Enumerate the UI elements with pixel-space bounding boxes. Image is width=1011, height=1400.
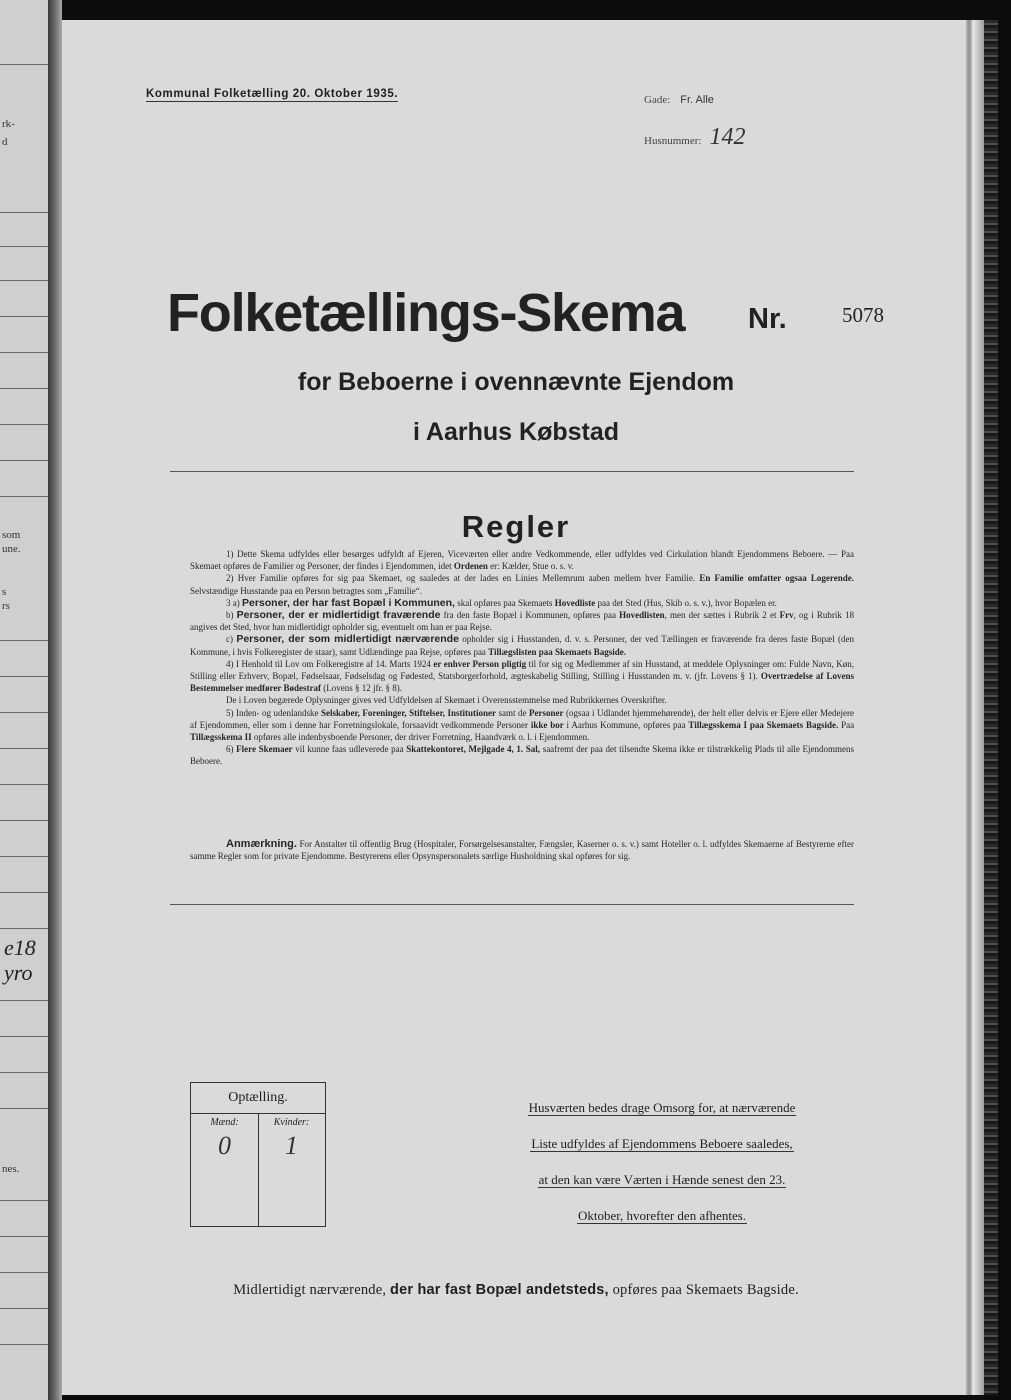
rule-1: 1) Dette Skema udfyldes eller besørges udfyldt af Ejeren, Viceværten eller andre Vedkommende, eller udfyldes ved Cirkulation blandt Ejendommens Beboere. — Paa Skemaet opføres de Familier og Personer, der findes i Ejendommen, idet Ordenen er: Kælder, Stue o. s. v. [190, 549, 854, 572]
rule-6: 6) Flere Skemaer vil kunne faas udleverede paa Skattekontoret, Mejlgade 4, 1. Sal, saafremt der paa det tilsendte Skema ikke er tilstrækkelig Plads til alle Ejendommens Beboere. [190, 744, 855, 767]
rule-3b: b) Personer, der er midlertidigt fraværende fra den faste Bopæl i Kommunen, opføres paa Hovedlisten, men der sættes i Rubrik 2 et Frv, og i Rubrik 18 angives det Sted, hvor han midlertidigt opholder sig, eventuelt om han er paa Rejse. [190, 609, 855, 633]
notice-line: Liste udfyldes af Ejendommens Beboere saaledes, [531, 1136, 793, 1151]
rule-3a: 3 a) Personer, der har fast Bopæl i Kommunen, skal opføres paa Skemaets Hovedliste paa det Sted (Hus, Skib o. s. v.), hvor Bopælen er. [226, 596, 777, 609]
adjacent-page-fragment [0, 0, 48, 1400]
notice-line: Husværten bedes drage Omsorg for, at nærværende [528, 1100, 796, 1115]
remark-label: Anmærkning. [226, 838, 297, 850]
divider [170, 904, 854, 905]
rule-4: 4) I Henhold til Lov om Folkeregistre af 14. Marts 1924 er enhver Person pligtig til for sig og Medlemmer af sin Husstand, at meddele Oplysninger om: Fulde Navn, Køn, Stilling eller Erhverv, Bopæl, Fødselsaar, Fødselsdag og Fødested, Statsborgerforhold, ægteskabelig Stilling, Stilling i Husstanden m. v. (jfr. Lovens § 1). Overtrædelse af Lovens Bestemmelser medfører Bødestraf (Lovens § 12 jfr. § 8). [190, 658, 855, 694]
number-label: Nr. [748, 303, 787, 335]
rule-4b: De i Loven begærede Oplysninger gives ved Udfyldelsen af Skemaet i Overensstemmelse med Rubrikkernes Overskrifter. [226, 695, 667, 706]
house-number-value: 142 [709, 124, 746, 150]
remark-text: Anmærkning. For Anstalter til offentlig Brug (Hospitaler, Forsørgelsesanstalter, Fængsler, Kaserner o. s. v.) samt Hoteller o. l. udfyldes Skemaerne af Bestyrerne efter samme Regler som for private Ejendomme. Bestyrerens eller Opsynspersonalets særlige Husholdning skal opføres for sig. [190, 838, 855, 862]
page-fragment-text: rk- [2, 118, 15, 130]
page-gutter [48, 0, 62, 1400]
rule-2: 2) Hver Familie opføres for sig paa Skemaet, og saaledes at der lades en Linies Mellemrum aaben mellem hver Familie. En Familie omfatter ogsaa Logerende. Selvstændige Husstande paa en Person betragtes som „Familie“. [190, 573, 854, 596]
street-label: Gade: [644, 94, 671, 106]
notice-line: at den kan være Værten i Hænde senest den 23. [538, 1172, 786, 1187]
women-label: Kvinder: [273, 1117, 310, 1128]
house-number-label: Husnummer: [644, 135, 702, 147]
women-count: 1 [285, 1131, 298, 1160]
tally-divider [258, 1113, 259, 1226]
street-field [644, 90, 714, 108]
landlord-notice [487, 1090, 837, 1234]
tally-title: Optælling. [191, 1083, 325, 1114]
page-fragment-text: une. [2, 543, 21, 555]
rules-heading: Regler [461, 509, 571, 544]
form-title: Folketællings-Skema [167, 283, 685, 343]
form-subtitle-city: i Aarhus Købstad [412, 418, 620, 446]
page-stack-edge [966, 20, 984, 1395]
census-header-title: Kommunal Folketælling 20. Oktober 1935. [146, 88, 399, 100]
men-label: Mænd: [210, 1117, 239, 1128]
page-fragment-text: som [2, 529, 21, 541]
page-fragment-text: s [2, 586, 7, 598]
footer-note: Midlertidigt nærværende, der har fast Bopæl andetsteds, opføres paa Skemaets Bagside. [233, 1282, 799, 1298]
street-value: Fr. Alle [680, 94, 714, 106]
tally-box [190, 1082, 326, 1227]
rule-3c: c) Personer, der som midlertidigt nærværende opholder sig i Husstanden, d. v. s. Personer, der ved Tællingen er fraværende fra deres faste Bopæl (den Kommune, i hvis Folkeregister de staar), samt Udlændinge paa Rejse, opføres paa Tillægslisten paa Skemaets Bagside. [190, 633, 855, 657]
handwritten-fragment: yro [4, 960, 33, 985]
page-fragment-text: d [2, 136, 8, 148]
notice-line: Oktober, hvorefter den afhentes. [577, 1208, 747, 1223]
men-count: 0 [218, 1131, 231, 1160]
handwritten-fragment: e18 [4, 935, 36, 960]
census-form-page [62, 20, 970, 1395]
rules-text [190, 548, 854, 768]
house-number-field [644, 124, 745, 151]
page-fragment-text: nes. [2, 1163, 20, 1175]
rule-5: 5) Inden- og udenlandske Selskaber, Foreninger, Stiftelser, Institutioner samt de Personer (ogsaa i Udlandet hjemmehørende), der helt eller delvis er Ejere eller Medejere af Ejendommen, eller som i denne har Forretningslokale, forsaavidt vedkommende Personer ikke bor i Aarhus Kommune, opføres paa Tillægsskema I paa Skemaets Bagside. Paa Tillægsskema II opføres alle indenbysboende Personer, der driver Forretning, Haandværk o. l. i Ejendommen. [190, 707, 855, 743]
book-binding [984, 20, 998, 1395]
divider [170, 471, 854, 472]
page-fragment-text: rs [2, 600, 10, 612]
form-subtitle: for Beboerne i ovennævnte Ejendom [297, 368, 735, 396]
form-number: 5078 [842, 303, 884, 327]
